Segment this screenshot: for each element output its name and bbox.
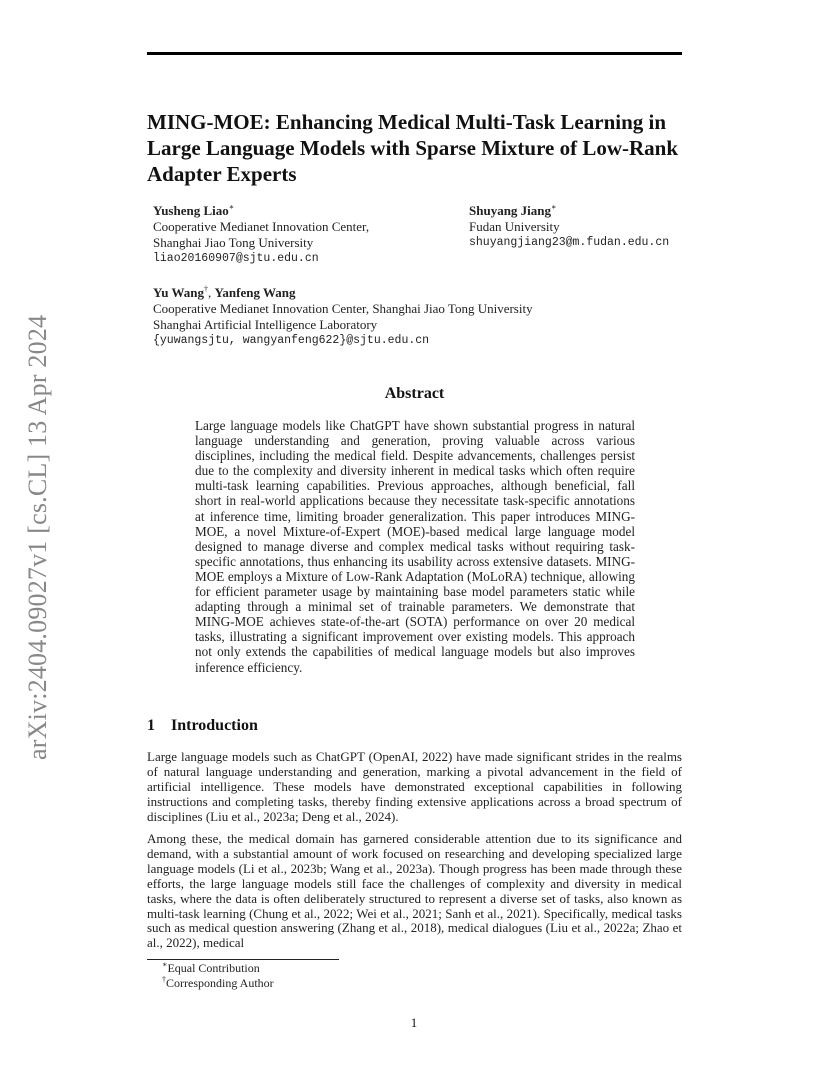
footnote-text: Corresponding Author <box>166 976 274 990</box>
author-email[interactable]: {yuwangsjtu, wangyanfeng622}@sjtu.edu.cn <box>153 334 430 347</box>
author-affiliation: Cooperative Medianet Innovation Center, Shanghai Jiao Tong University <box>153 301 533 316</box>
arxiv-stamp: arXiv:2404.09027v1 [cs.CL] 13 Apr 2024 <box>23 314 52 760</box>
author-name: Yanfeng Wang <box>214 285 296 300</box>
author-block-2 <box>469 203 689 251</box>
paper-title: MING-MOE: Enhancing Medical Multi-Task Learning in Large Language Models with Sparse Mixture of Low-Rank Adapter Experts <box>147 110 679 186</box>
intro-paragraph-2: Among these, the medical domain has garnered considerable attention due to its significance and demand, with a substantial amount of work focused on researching and developing specialized large language models (Li et al., 2023b; Wang et al., 2023a). Though progress has been made through these efforts, the large language models still face the challenges of complexity and diversity in medical tasks, where the data is often deliberately structured to represent a diverse set of tasks, also known as multi-task learning (Chung et al., 2022; Wei et al., 2021; Sanh et al., 2021). Specifically, medical tasks such as medical question answering (Zhang et al., 2018), medical dialogues (Liu et al., 2022a; Zhao et al., 2022), medical <box>147 831 682 951</box>
author-block-3: Yu Wang†, Yanfeng Wang Cooperative Medianet Innovation Center, Shanghai Jiao Tong University Shanghai Artificial Intelligence Laboratory {yuwangsjtu, wangyanfeng622}@sjtu.edu.cn <box>153 285 673 349</box>
footnote-mark: † <box>162 975 166 984</box>
author-name: Shuyang Jiang <box>469 203 552 218</box>
author-name: Yu Wang <box>153 285 204 300</box>
section-heading <box>147 716 258 736</box>
section-number: 1 <box>147 717 155 734</box>
footnote-1 <box>162 961 260 976</box>
author-email[interactable]: liao20160907@sjtu.edu.cn <box>153 252 319 265</box>
top-rule <box>147 52 682 55</box>
author-email[interactable]: shuyangjiang23@m.fudan.edu.cn <box>469 236 670 249</box>
footnote-text: Equal Contribution <box>167 961 260 975</box>
author-block-1 <box>153 203 453 267</box>
page-number: 1 <box>410 1015 418 1030</box>
author-affiliation: Cooperative Medianet Innovation Center, <box>153 219 370 234</box>
abstract-text: Large language models like ChatGPT have shown substantial progress in natural language understanding and generation, proving valuable across various disciplines, including the medical field. Despite advancements, challenges persist due to the complexity and diversity inherent in medical tasks which often require multi-task learning capabilities. Previous approaches, although beneficial, fall short in real-world applications because they necessitate task-specific annotations at inference time, limiting broader generalization. This paper introduces MING-MOE, a novel Mixture-of-Expert (MOE)-based medical large language model designed to manage diverse and complex medical tasks without requiring task-specific annotations, thus enhancing its usability across extensive datasets. MING-MOE employs a Mixture of Low-Rank Adaptation (MoLoRA) technique, allowing for efficient parameter usage by maintaining base model parameters static while adapting through a minimal set of trainable parameters. We demonstrate that MING-MOE achieves state-of-the-art (SOTA) performance on over 20 medical tasks, illustrating a significant improvement over existing models. This approach not only extends the capabilities of medical language models but also improves inference efficiency. <box>195 418 635 675</box>
author-affiliation: Fudan University <box>469 219 560 234</box>
author-mark: ∗ <box>228 202 235 212</box>
abstract-heading: Abstract <box>384 385 445 402</box>
author-affiliation: Shanghai Artificial Intelligence Laboratory <box>153 317 378 332</box>
author-affiliation: Shanghai Jiao Tong University <box>153 235 314 250</box>
footnote-mark: ∗ <box>162 960 168 969</box>
footnote-rule <box>147 959 339 960</box>
author-mark: ∗ <box>551 202 557 212</box>
author-name: Yusheng Liao <box>153 203 229 218</box>
section-title: Introduction <box>171 717 258 734</box>
author-mark: † <box>203 284 208 294</box>
footnote-2 <box>162 976 274 991</box>
intro-paragraph-1: Large language models such as ChatGPT (OpenAI, 2022) have made significant strides in the realms of natural language understanding and generation, marking a pivotal advancement in the field of artificial intelligence. These models have demonstrated exceptional capabilities in following instructions and completing tasks, thereby finding extensive applications across a broad spectrum of disciplines (Liu et al., 2023a; Deng et al., 2024). <box>147 749 682 824</box>
